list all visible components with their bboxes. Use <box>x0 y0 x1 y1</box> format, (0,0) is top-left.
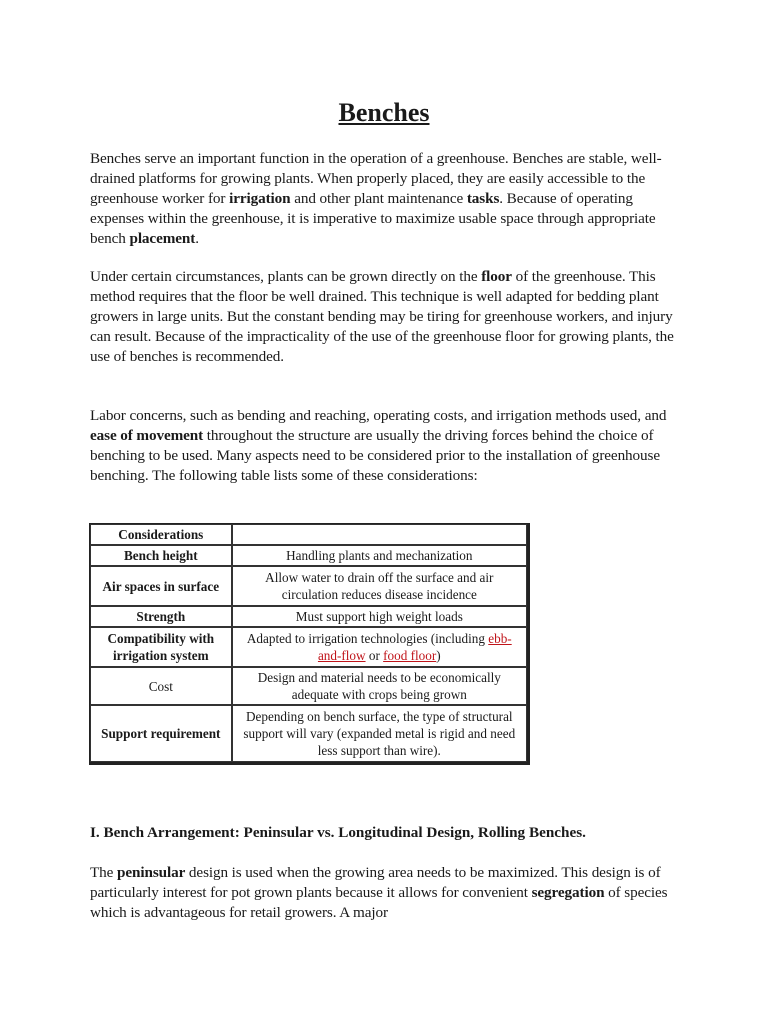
text: The <box>90 864 118 881</box>
table-label-cell: Bench height <box>90 545 232 566</box>
ebb-and-flow-link[interactable]: ebb-and-flow <box>317 631 512 663</box>
text: design is used when the growing area needs to be maximized. This design is of particularly interest for pot grown plants because it allows for convenient <box>90 864 661 901</box>
food-floor-link[interactable]: food floor <box>383 648 437 663</box>
bold-term: floor <box>481 268 512 285</box>
table-value-cell: Depending on bench surface, the type of structural support will vary (expanded metal is rigid and need less support than wire). <box>232 705 527 762</box>
paragraph-floor <box>90 267 690 367</box>
paragraph-labor <box>90 406 690 486</box>
text: and other plant maintenance <box>290 190 467 207</box>
table-value-cell: Handling plants and mechanization <box>232 545 527 566</box>
table-label-cell: Strength <box>90 606 232 627</box>
section-heading: I. Bench Arrangement: Peninsular vs. Longitudinal Design, Rolling Benches. <box>90 824 586 841</box>
bold-term: segregation <box>531 884 605 901</box>
bold-term: tasks <box>466 190 500 207</box>
table-label-cell: Support requirement <box>90 705 232 762</box>
text: . Because of operating expenses within the greenhouse, it is imperative to maximize usable space through appropriate bench <box>90 190 656 247</box>
text: or <box>365 648 384 663</box>
table-value-cell: Allow water to drain off the surface and air circulation reduces disease incidence <box>232 566 527 606</box>
text: throughout the structure are usually the driving forces behind the choice of benching to be used. Many aspects need to be considered prior to the installation of greenhouse benching. The following table lists some of these considerations: <box>90 427 660 484</box>
text: of species which is advantageous for retail growers. A major <box>90 884 668 921</box>
table-row <box>90 545 527 566</box>
text: Adapted to irrigation technologies (including <box>246 631 489 646</box>
table-row <box>90 667 527 705</box>
text: ) <box>436 648 441 663</box>
table-row <box>90 606 527 627</box>
table-value-cell: Must support high weight loads <box>232 606 527 627</box>
page-title: Benches <box>338 98 430 127</box>
bold-term: peninsular <box>117 864 186 881</box>
paragraph-peninsular <box>90 863 690 923</box>
table-row <box>90 566 527 606</box>
table-label-cell: Cost <box>90 667 232 705</box>
bold-term: placement <box>129 230 196 247</box>
bold-term: irrigation <box>229 190 291 207</box>
text: . <box>195 230 199 247</box>
table-row <box>90 705 527 762</box>
text: Benches serve an important function in the operation of a greenhouse. Benches are stable, well-drained platforms for growing plants. When properly placed, they are easily accessible to the greenhouse worker for <box>90 150 662 207</box>
text: of the greenhouse. This method requires that the floor be well drained. This technique is well adapted for bedding plant growers in large units. But the constant bending may be tiring for greenhouse workers, and injury can result. Because of the impracticality of the use of the greenhouse floor for growing plants, the use of benches is recommended. <box>90 268 674 365</box>
text: Under certain circumstances, plants can be grown directly on the <box>90 268 482 285</box>
table-value-cell <box>232 627 527 667</box>
table-value-cell: Design and material needs to be economically adequate with crops being grown <box>232 667 527 705</box>
table-header-empty-cell <box>232 524 527 545</box>
table-header-cell: Considerations <box>90 524 232 545</box>
table-row <box>90 524 527 545</box>
paragraph-intro <box>90 149 690 249</box>
considerations-table <box>89 523 530 765</box>
bold-term: ease of movement <box>90 427 204 444</box>
table-label-cell: Air spaces in surface <box>90 566 232 606</box>
text: Labor concerns, such as bending and reaching, operating costs, and irrigation methods used, and <box>90 407 667 424</box>
table-label-cell: Compatibility with irrigation system <box>90 627 232 667</box>
table-row <box>90 627 527 667</box>
